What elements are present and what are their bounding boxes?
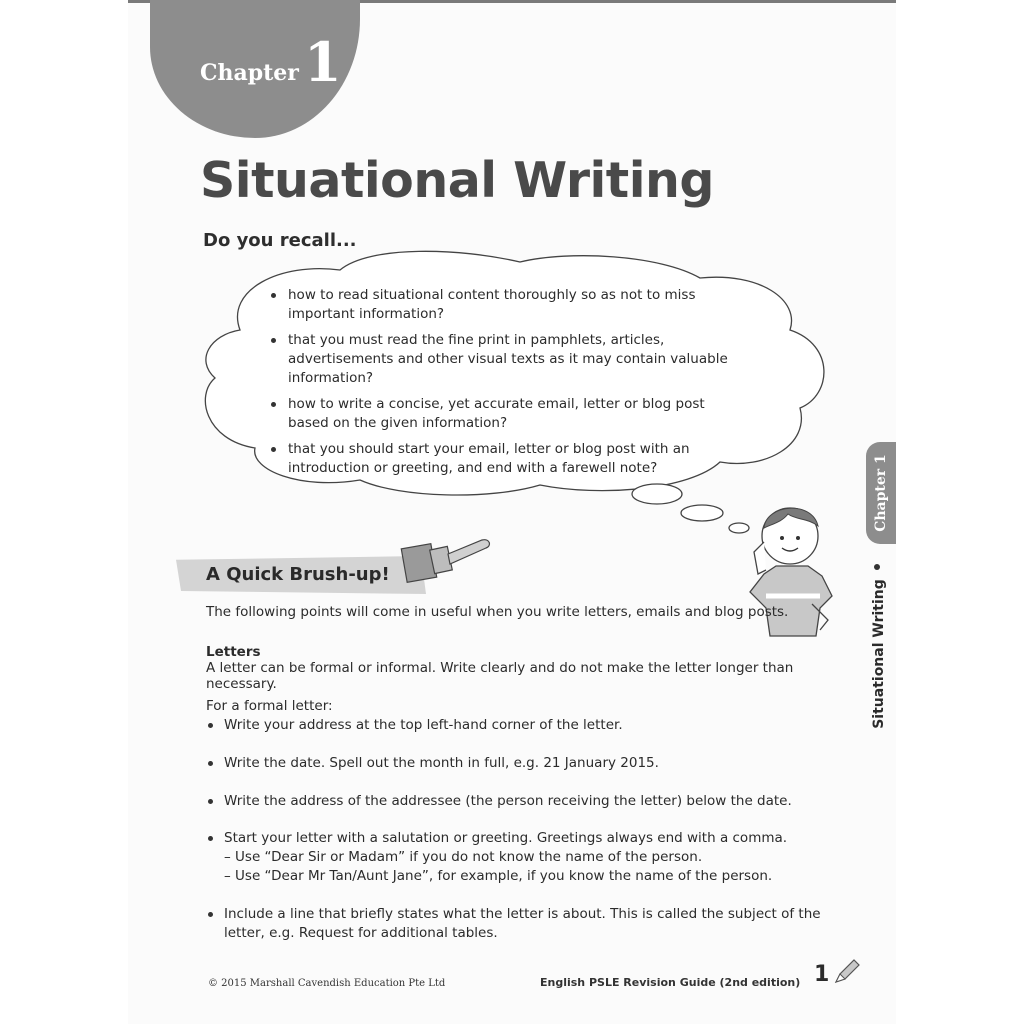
pencil-icon <box>832 956 862 986</box>
letter-point <box>206 905 844 943</box>
letter-point-text: Write the date. Spell out the month in full, e.g. 21 January 2015. <box>224 755 659 771</box>
letter-point-text: Start your letter with a salutation or greeting. Greetings always end with a comma. <box>224 830 788 846</box>
recall-list <box>268 286 748 485</box>
letters-heading: Letters <box>206 644 261 660</box>
recall-heading: Do you recall... <box>203 230 357 251</box>
chapter-label: Chapter <box>200 60 299 86</box>
letter-point <box>206 829 844 886</box>
letter-point <box>206 754 844 773</box>
letter-point <box>206 716 844 735</box>
side-chapter-label: Chapter 1 <box>873 454 889 532</box>
page-number: 1 <box>814 962 830 987</box>
letter-sub-point: – Use “Dear Mr Tan/Aunt Jane”, for example, if you know the name of the person. <box>224 868 773 884</box>
paintbrush-icon <box>400 532 492 594</box>
recall-item: that you should start your email, letter or blog post with an introduction or greeting, and end with a farewell note? <box>268 440 748 478</box>
letter-point-text: Write the address of the addressee (the person receiving the letter) below the date. <box>224 793 792 809</box>
footer-guide-title: English PSLE Revision Guide (2nd edition) <box>540 976 801 989</box>
recall-item: that you must read the fine print in pamphlets, articles, advertisements and other visual texts as it may contain valuable information? <box>268 331 748 388</box>
letter-sub-point: – Use “Dear Sir or Madam” if you do not know the name of the person. <box>224 849 703 865</box>
recall-item: how to read situational content thoroughly so as not to miss important information? <box>268 286 748 324</box>
side-separator-dot <box>874 564 880 570</box>
chapter-number: 1 <box>304 30 342 94</box>
formal-letter-intro: For a formal letter: <box>206 698 333 714</box>
footer-copyright: © 2015 Marshall Cavendish Education Pte Ltd <box>208 978 446 989</box>
side-title-label: Situational Writing <box>871 579 887 729</box>
letter-point <box>206 792 844 811</box>
brushup-intro: The following points will come in useful when you write letters, emails and blog posts. <box>206 604 789 620</box>
letters-description: A letter can be formal or informal. Write clearly and do not make the letter longer than necessary. <box>206 660 794 692</box>
brushup-heading: A Quick Brush-up! <box>206 564 390 585</box>
page-title: Situational Writing <box>200 152 714 209</box>
thinking-boy-illustration <box>736 496 836 646</box>
letter-point-text: Include a line that briefly states what the letter is about. This is called the subject of the letter, e.g. Request for additional tables. <box>224 906 821 941</box>
recall-item: how to write a concise, yet accurate email, letter or blog post based on the given information? <box>268 395 748 433</box>
letter-point-text: Write your address at the top left-hand corner of the letter. <box>224 717 623 733</box>
